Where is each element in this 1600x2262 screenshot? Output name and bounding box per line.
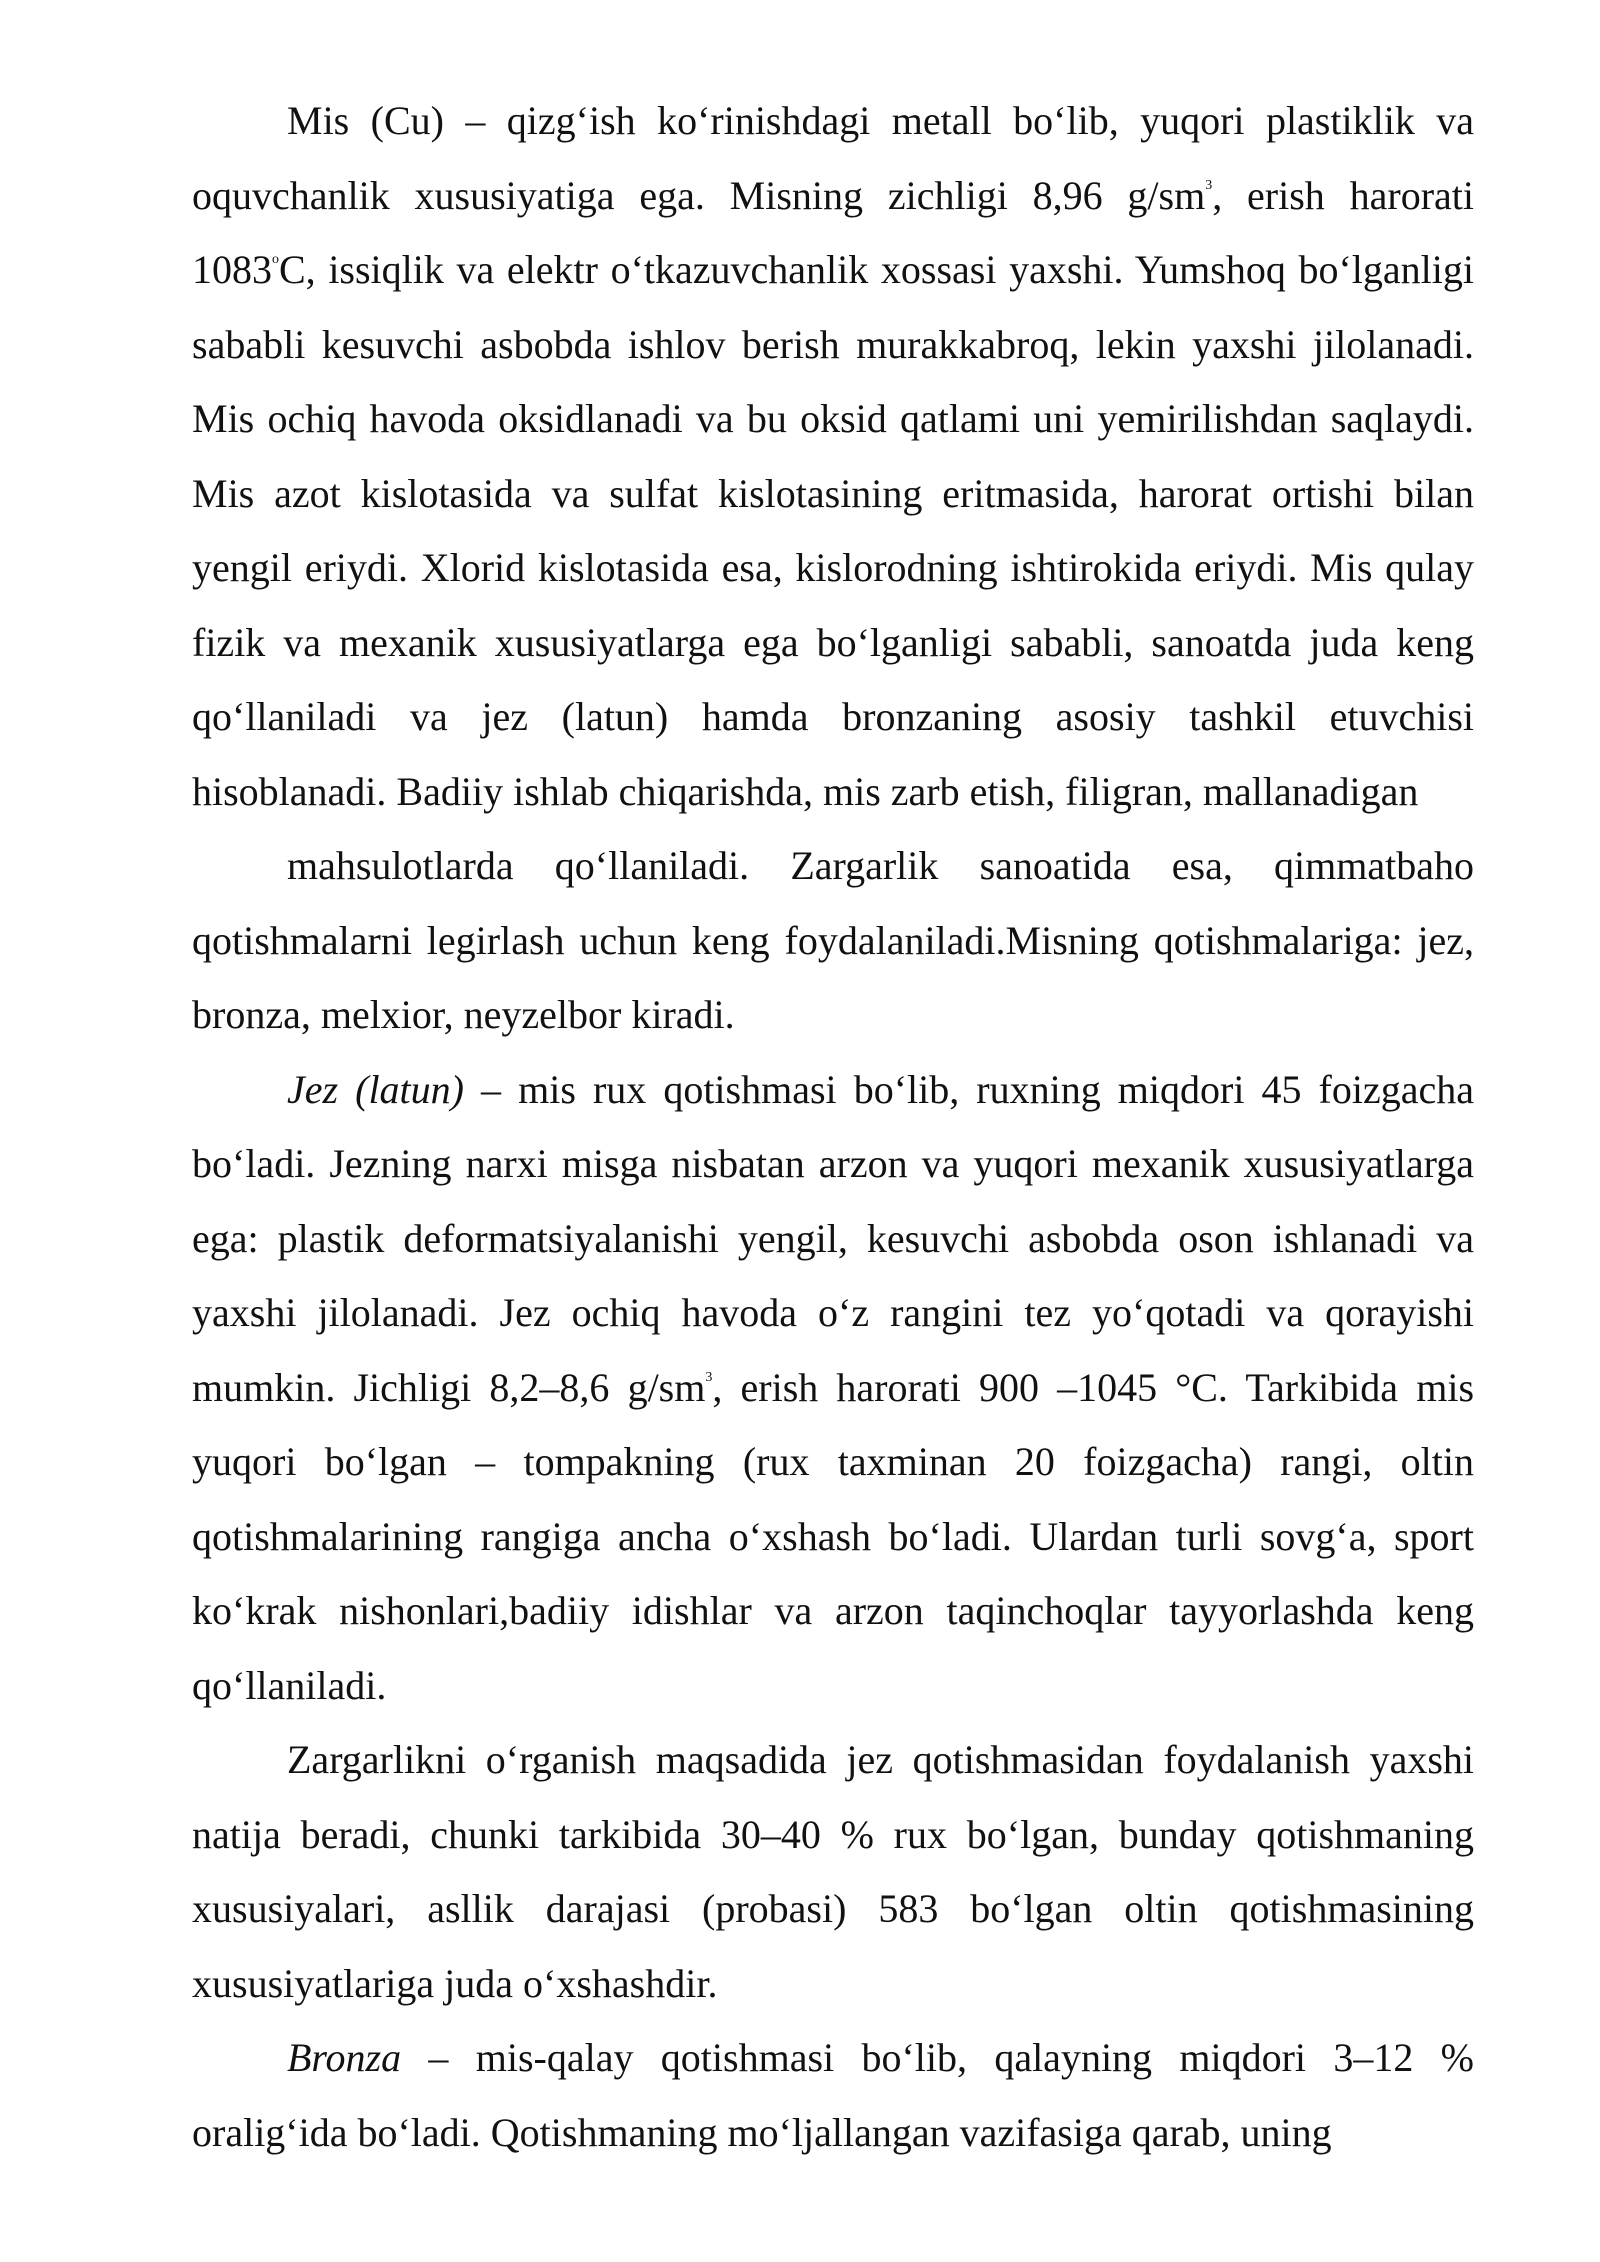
brass-text-2: , erish harorati 900 –1045 °C. Tarkibida mis yuqori bo‘lgan – tompakning (rux taxminan 20 foizgacha) rangi, oltin qotishmalarining rangiga ancha o‘xshash bo‘ladi. Ulardan turli sovg‘a, sport ko‘krak nishonlari,badiiy idishlar va arzon taqinchoqlar tayyorlashda keng qo‘llaniladi. <box>192 1364 1475 1708</box>
document-page <box>192 84 1474 2170</box>
copper-text-2: , erish harorati 1083 <box>192 172 1474 292</box>
brass-text-1: – mis rux qotishmasi bo‘lib, ruxning miqdori 45 foizgacha bo‘ladi. Jezning narxi misga nisbatan arzon va yuqori mexanik xususiyatlarga ega: plastik deformatsiyalanishi yengil, kesuvchi asbobda oson ishlanadi va yaxshi jilolanadi. Jez ochiq havoda o‘z rangini tez yo‘qotadi va qorayishi mumkin. Jichligi 8,2–8,6 g/sm <box>192 1066 1474 1410</box>
paragraph-brass <box>192 1053 1474 1724</box>
copper-text-1: Mis (Cu) – qizg‘ish ko‘rinishdagi metall bo‘lib, yuqori plastiklik va oquvchanlik xususiyatiga ega. Misning zichligi 8,96 g/sm <box>192 98 1474 218</box>
term-bronze: Bronza <box>287 2035 402 2080</box>
copper-text-3: C, issiqlik va elektr o‘tkazuvchanlik xossasi yaxshi. Yumshoq bo‘lganligi sababli kesuvchi asbobda ishlov berish murakkabroq, lekin yaxshi jilolanadi. Mis ochiq havoda oksidlanadi va bu oksid qatlami uni yemirilishdan saqlaydi. Mis azot kislotasida va sulfat kislotasining eritmasida, harorat ortishi bilan yengil eriydi. Xlorid kislotasida esa, kislorodning ishtirokida eriydi. Mis qulay fizik va mexanik xususiyatlarga ega bo‘lganligi sababli, sanoatda juda keng qo‘llaniladi va jez (latun) hamda bronzaning asosiy tashkil etuvchisi hisoblanadi. Badiiy ishlab chiqarishda, mis zarb etish, filigran, mallanadigan <box>192 247 1474 814</box>
paragraph-copper-usage: mahsulotlarda qo‘llaniladi. Zargarlik sanoatida esa, qimmatbaho qotishmalarni legirlash uchun keng foydalaniladi.Misning qotishmalariga: jez, bronza, melxior, neyzelbor kiradi. <box>192 843 1474 1037</box>
degree-superscript: o <box>272 252 279 267</box>
paragraph-copper <box>192 84 1474 829</box>
paragraph-jewelry-brass: Zargarlikni o‘rganish maqsadida jez qotishmasidan foydalanish yaxshi natija beradi, chunki tarkibida 30–40 % rux bo‘lgan, bunday qotishmaning xususiyalari, asllik darajasi (probasi) 583 bo‘lgan oltin qotishmasining xususiyatlariga juda o‘xshashdir. <box>192 1737 1474 2006</box>
term-brass: Jez (latun) <box>287 1066 464 1112</box>
cubic-superscript: 3 <box>705 1369 713 1385</box>
bronze-text-1: – mis-qalay qotishmasi bo‘lib, qalayning miqdori 3–12 % oralig‘ida bo‘ladi. Qotishmaning mo‘ljallangan vazifasiga qarab, uning <box>192 2035 1474 2155</box>
cubic-superscript: 3 <box>1205 177 1213 193</box>
paragraph-bronze <box>192 2021 1474 2170</box>
